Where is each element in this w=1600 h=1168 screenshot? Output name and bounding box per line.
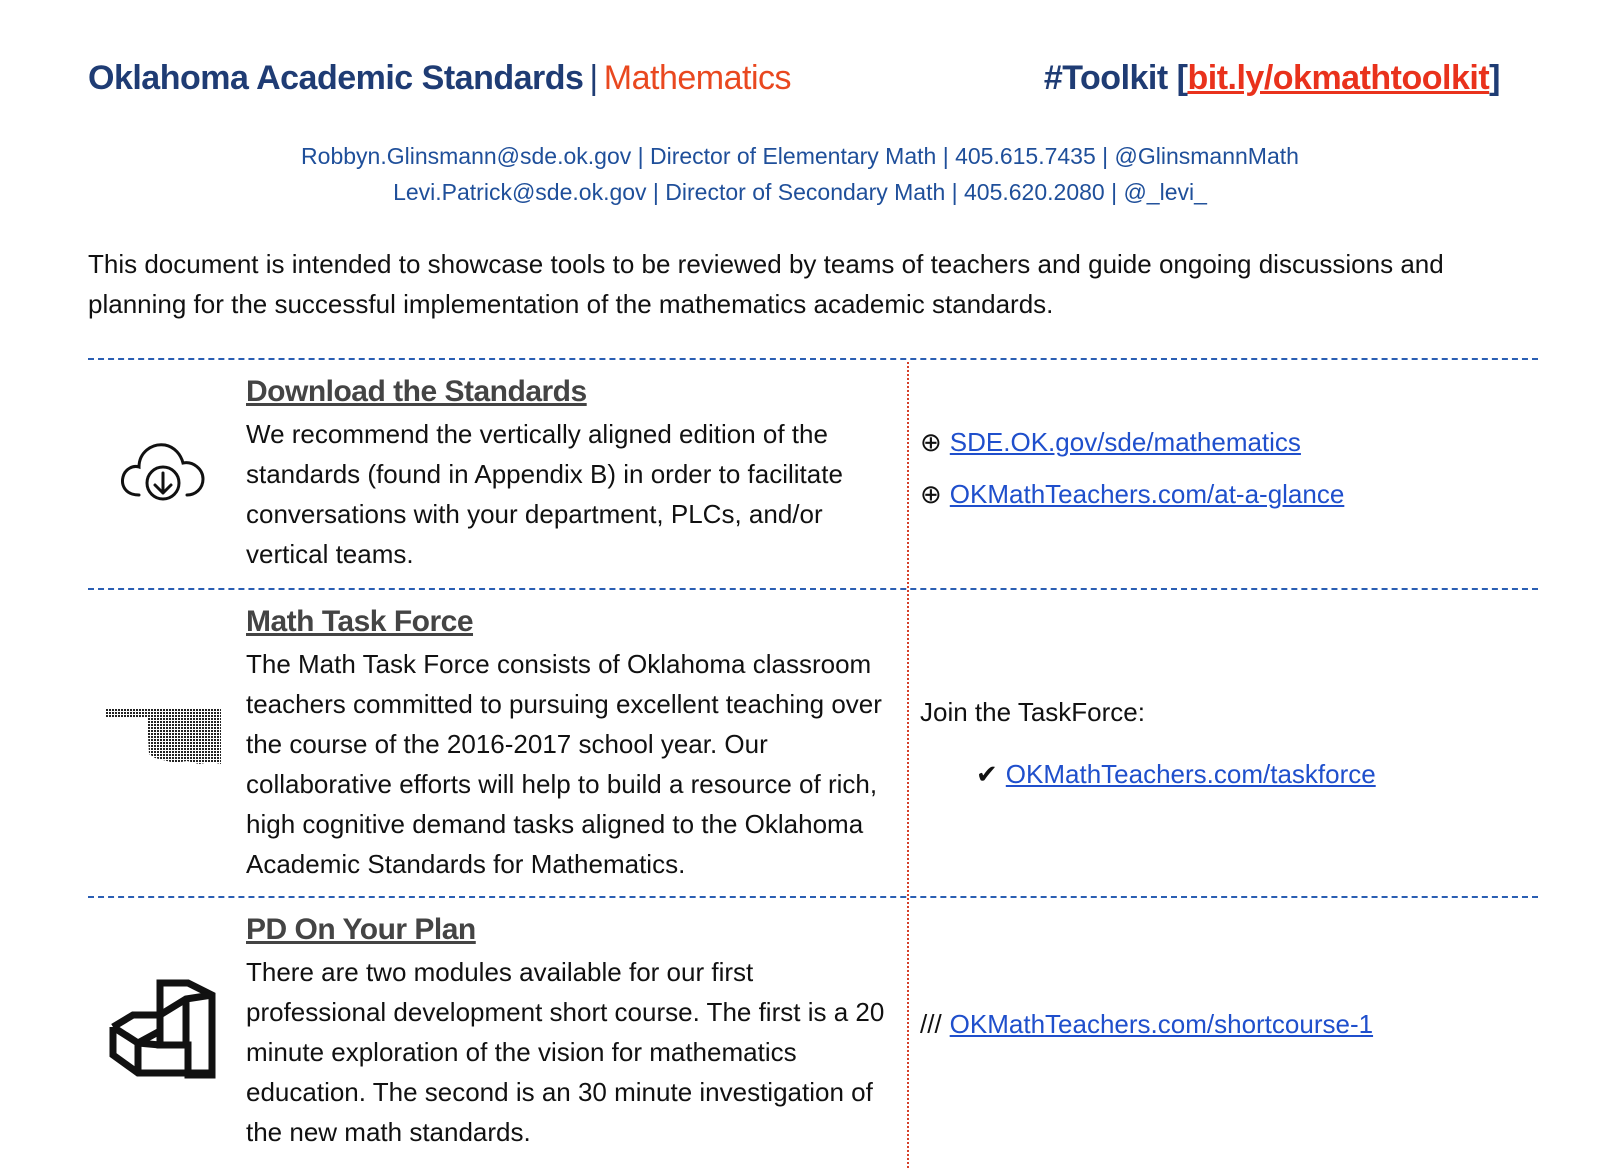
oklahoma-map-icon: [88, 702, 238, 772]
shortcourse-link[interactable]: OKMathTeachers.com/shortcourse-1: [949, 1009, 1374, 1039]
toolkit-link[interactable]: bit.ly/okmathtoolkit: [1187, 58, 1490, 97]
contact-line-elementary[interactable]: Robbyn.Glinsmann@sde.ok.gov | Director of Elementary Math | 405.615.7435 | @GlinsmannMath: [301, 143, 1299, 169]
section-text: [246, 910, 886, 1152]
taskforce-link[interactable]: OKMathTeachers.com/taskforce: [1005, 759, 1376, 789]
cloud-download-icon: [88, 412, 238, 532]
sde-mathematics-link[interactable]: SDE.OK.gov/sde/mathematics: [949, 427, 1301, 457]
link-item: [920, 416, 1520, 468]
section-math-task-force: [88, 602, 1538, 892]
toolkit-bracket-close: ]: [1489, 58, 1500, 97]
row-divider: [88, 896, 1538, 898]
checkmark-icon: ✔: [976, 759, 998, 789]
toolkit-hashtag: #Toolkit: [1043, 58, 1168, 97]
section-body: We recommend the vertically aligned edition of the standards (found in Appendix B) in order to facilitate conversations with your department, PLCs, and/or vertical teams.: [246, 419, 843, 569]
header: [88, 54, 1500, 102]
slash-bullet-icon: ///: [920, 1009, 942, 1039]
stairs-icon: [88, 970, 238, 1090]
section-pd-on-your-plan: [88, 910, 1538, 1168]
circle-plus-icon: ⊕: [920, 479, 942, 509]
section-text: [246, 372, 886, 574]
section-text: [246, 602, 886, 884]
section-title[interactable]: Download the Standards: [246, 375, 587, 408]
section-body: There are two modules available for our first professional development short course. The first is a 20 minute exploration of the vision for mathematics education. The second is an 30 minute investigation of the new math standards.: [246, 957, 885, 1147]
link-item: [920, 468, 1520, 520]
section-links: [920, 998, 1520, 1050]
at-a-glance-link[interactable]: OKMathTeachers.com/at-a-glance: [949, 479, 1345, 509]
contact-line-secondary[interactable]: Levi.Patrick@sde.ok.gov | Director of Secondary Math | 405.620.2080 | @_levi_: [393, 179, 1207, 205]
section-links: [920, 690, 1520, 800]
section-title[interactable]: Math Task Force: [246, 605, 474, 638]
section-body: The Math Task Force consists of Oklahoma classroom teachers committed to pursuing excellent teaching over the course of the 2016-2017 school year. Our collaborative efforts will help to build a resource of rich, high cognitive demand tasks aligned to the Oklahoma Academic Standards for Mathematics.: [246, 649, 882, 879]
taskforce-intro: Join the TaskForce:: [920, 697, 1145, 727]
standards-title: Oklahoma Academic Standards: [88, 58, 584, 97]
title-separator: |: [589, 58, 598, 97]
subject-label: Mathematics: [603, 58, 791, 97]
link-item: [920, 998, 1520, 1050]
toolkit-bracket-open: [: [1176, 58, 1188, 97]
contact-block: [0, 138, 1600, 210]
section-download-standards: [88, 372, 1538, 586]
link-item: [976, 748, 1520, 800]
section-links: [920, 416, 1520, 520]
row-divider: [88, 588, 1538, 590]
circle-plus-icon: ⊕: [920, 427, 942, 457]
section-title[interactable]: PD On Your Plan: [246, 913, 476, 946]
intro-paragraph: This document is intended to showcase tools to be reviewed by teams of teachers and guide ongoing discussions and planning for the successful implementation of the mathematics academic standards.: [88, 249, 1444, 319]
row-divider: [88, 358, 1538, 360]
document-title: [88, 59, 791, 98]
toolkit-label: [1044, 59, 1500, 98]
